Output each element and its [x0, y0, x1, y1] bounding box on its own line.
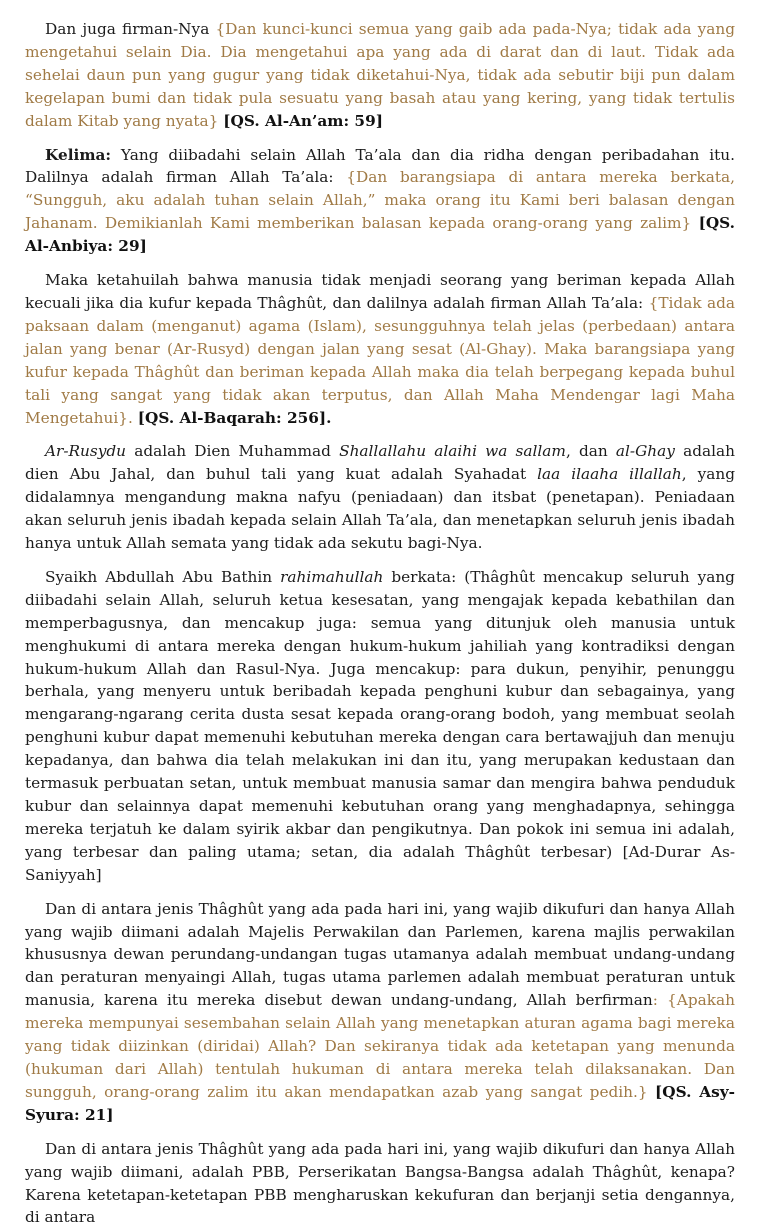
paragraph-parlemen [25, 898, 735, 1127]
section-lead: Kelima: [45, 145, 112, 164]
paragraph-al-baqarah [25, 269, 735, 429]
italic-term: Shallallahu alaihi wa sallam [339, 442, 566, 461]
italic-term: al-Ghay [615, 442, 675, 461]
paragraph-abu-bathin [25, 566, 735, 887]
paragraph-text: Syaikh Abdullah Abu Bathin [45, 567, 281, 586]
paragraph-pbb [25, 1138, 735, 1229]
quran-quote: {Dan kunci-kunci semua yang gaib ada pada-Nya; tidak ada yang mengetahui selain Dia. Dia mengetahui apa yang ada di darat dan di laut. Tidak ada sehelai daun pun yang gugur yang tidak diketahui-Nya, tidak ada sebutir biji pun dalam kegelapan bumi dan tidak pula sesuatu yang basah atau yang kering, yang tidak tertulis dalam Kitab yang nyata} [25, 20, 735, 130]
paragraph-text: Dan juga firman-Nya [45, 20, 216, 38]
quran-quote: {Apakah mereka mempunyai sesembahan selain Allah yang menetapkan aturan agama bagi mereka yang tidak diizinkan (diridai) Allah? Dan sekiranya tidak ada ketetapan yang menunda (hukuman dari Allah) tentulah hukuman di antara mereka telah dilaksanakan. Dan sungguh, orang-orang zalim itu akan mendapatkan azab yang sangat pedih.} [25, 991, 735, 1101]
quran-reference: [QS. Al-An’am: 59] [223, 111, 383, 130]
paragraph-kelima [25, 144, 735, 259]
quote-period: . [128, 408, 138, 427]
italic-term: laa ilaaha illallah [537, 465, 682, 484]
italic-term: Ar-Rusydu [45, 442, 127, 461]
paragraph-text: adalah Dien Muhammad [126, 442, 340, 461]
paragraph-text: , dan [565, 442, 616, 461]
paragraph-text: Dan di antara jenis Thâghût yang ada pada hari ini, yang wajib dikufuri dan hanya Allah yang wajib diimani, adalah PBB, Perserikatan Bangsa-Bangsa adalah Thâghût, kenapa? Karena ketetapan-ketetapan PBB mengharuskan kekufuran dan berjanji setia dengannya, di antara [25, 1139, 735, 1227]
paragraph-text: Maka ketahuilah bahwa manusia tidak menjadi seorang yang beriman kepada Allah kecuali jika dia kufur kepada Thâghût, dan dalilnya adalah firman Allah Ta’ala: [25, 271, 735, 312]
italic-term: rahimahullah [280, 567, 384, 586]
paragraph-text: adalah dien Abu Jahal, dan buhul tali yang kuat adalah Syahadat [25, 442, 735, 484]
quran-reference: [QS. Asy-Syura: 21] [25, 1082, 735, 1124]
paragraph-text: , yang didalamnya mengandung makna nafyu (peniadaan) dan itsbat (penetapan). Peniadaan akan seluruh jenis ibadah kepada selain Allah Ta’ala, dan menetapkan seluruh jenis ibadah hanya untuk Allah semata yang tidak ada sekutu bagi-Nya. [25, 465, 735, 553]
paragraph-al-anam [25, 18, 735, 133]
paragraph-text: Dan di antara jenis Thâghût yang ada pada hari ini, yang wajib dikufuri dan hanya Allah yang wajib diimani adalah Majelis Perwakilan dan Parlemen, karena majlis perwakilan khususnya dewan perundang-undangan tugas utamanya adalah membuat undang-undang dan peraturan menyaingi Allah, tugas utama parlemen adalah membuat peraturan untuk manusia, karena itu mereka disebut dewan undang-undang, Allah berfirman [25, 899, 735, 1010]
quote-colon: : [652, 991, 668, 1010]
paragraph-ar-rusydu [25, 440, 735, 555]
paragraph-text: berkata: (Thâghût mencakup seluruh yang diibadahi selain Allah, seluruh ketua kesesatan, yang mengajak kepada kebathilan dan memperbagusnya, dan mencakup juga: semua yang ditunjuk oleh manusia untuk menghukumi di antara mereka dengan hukum-hukum jahiliah yang kontradiksi dengan hukum-hukum Allah dan Rasul-Nya. Juga mencakup: para dukun, penyihir, penunggu berhala, yang menyeru untuk beribadah kepada penghuni kubur dan sebagainya, yang mengarang-ngarang cerita dusta sesat kepada orang-orang bodoh, yang membuat seolah penghuni kubur dapat memenuhi kebutuhan mereka dengan cara bertawajjuh dan menuju kepadanya, dan bahwa dia telah melakukan ini dan itu, yang merupakan kedustaan dan termasuk perbuatan setan, untuk membuat manusia samar dan mengira bahwa penduduk kubur dan selainnya dapat memenuhi kebutuhan orang yang menghadapnya, sehingga mereka terjatuh ke dalam syirik akbar dan pengikutnya. Dan pokok ini semua ini adalah, yang terbesar dan paling utama; setan, dia adalah Thâghût terbesar) [Ad-Durar As-Saniyyah] [25, 567, 735, 884]
paragraph-text: Yang diibadahi selain Allah Ta’ala dan dia ridha dengan peribadahan itu. Dalilnya adalah firman Allah Ta’ala: [25, 145, 735, 187]
quran-reference: [QS. Al-Baqarah: 256]. [137, 408, 332, 427]
quran-reference: [QS. Al-Anbiya: 29] [25, 214, 735, 256]
quran-quote: {Dan barangsiapa di antara mereka berkata, “Sungguh, aku adalah tuhan selain Allah,” maka orang itu Kami beri balasan dengan Jahanam. Demikianlah Kami memberikan balasan kepada orang-orang yang zalim} [25, 168, 736, 233]
quran-quote: {Tidak ada paksaan dalam (menganut) agama (Islam), sesungguhnya telah jelas (perbedaan) antara jalan yang benar (Ar-Rusyd) dengan jalan yang sesat (Al-Ghay). Maka barangsiapa yang kufur kepada Thâghût dan beriman kepada Allah maka dia telah berpegang kepada buhul tali yang sangat yang tidak akan terputus, dan Allah Maha Mendengar lagi Maha Mengetahui} [25, 293, 736, 427]
